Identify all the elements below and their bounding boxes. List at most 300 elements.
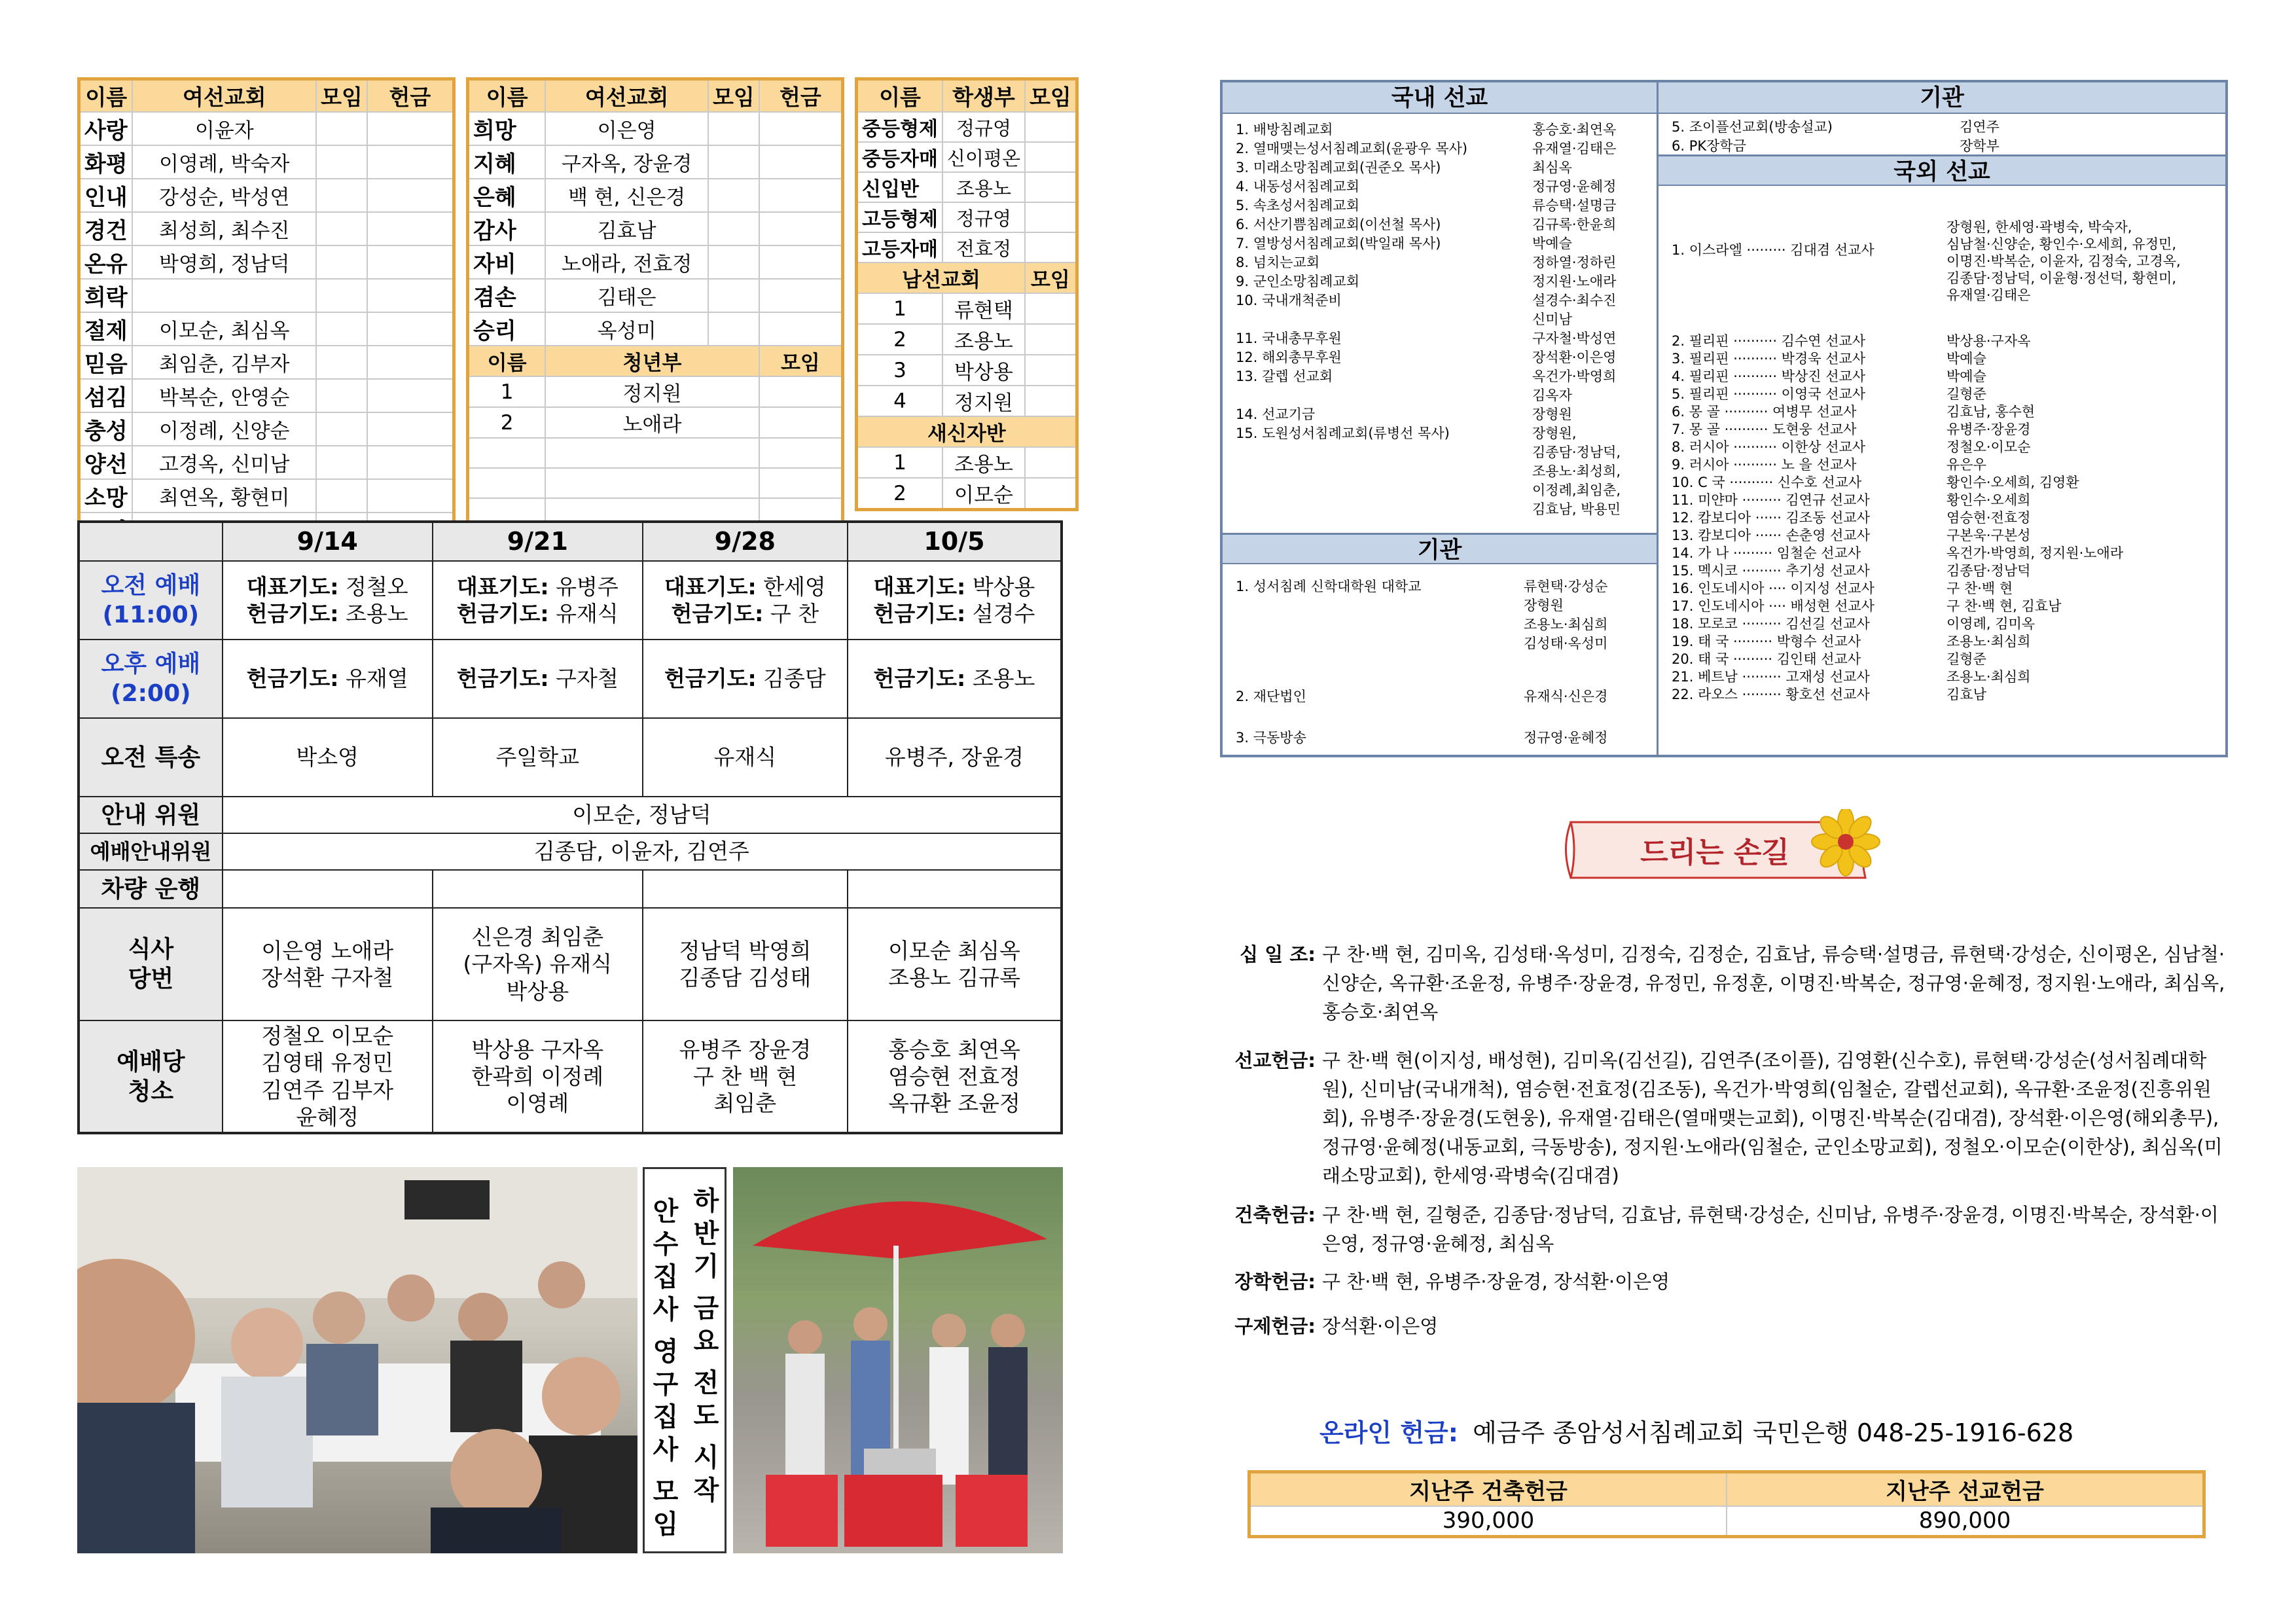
mission-name: 3. 극동방송 (1236, 730, 1306, 746)
cell-line: 구 찬 백 현 (692, 1063, 797, 1089)
mission-name: 11. 국내총무후원 (1236, 331, 1342, 346)
table-row (79, 112, 454, 145)
group-name: 희락 (79, 279, 133, 312)
group-name: 화평 (79, 145, 133, 179)
meeting-cell (1025, 232, 1077, 262)
mission-supporters: 김효남, 홍수현 (1946, 404, 2036, 420)
offering-prayer-label: 헌금기도: (246, 666, 339, 692)
date-header: 10/5 (848, 522, 1062, 561)
mission-supporters: 조용노·최심희 (1946, 634, 2031, 649)
empty-cell (545, 438, 759, 468)
offering-prayer-person: 설경수 (972, 601, 1035, 626)
mission-supporters: 이영례, 김미옥 (1946, 616, 2036, 632)
mission-name: 2. 열매맺는성서침례교회(윤광우 목사) (1236, 141, 1468, 156)
mission-name: 17. 인도네시아 ···· 배성현 선교사 (1672, 598, 1874, 614)
prayer-cell (848, 640, 1062, 718)
member-names: 김태은 (545, 279, 708, 312)
prayer-label: 대표기도: (873, 573, 966, 600)
mission-row (1236, 367, 1657, 386)
mission-name: 9. 군인소망침례교회 (1236, 274, 1359, 289)
mission-supporters: 길형준 (1946, 386, 1986, 402)
mission-name: 22. 라오스 ········· 황호선 선교사 (1672, 687, 1870, 702)
table-row (79, 145, 454, 179)
cell-line: 이모순 최심옥 (888, 937, 1020, 964)
mission-name (1236, 386, 1532, 405)
mission-supporters: 유은우 (1946, 457, 1986, 473)
mission-supporters: 구자철·박성연 (1532, 331, 1617, 346)
giving-entry (1217, 1312, 2232, 1341)
empty-cell (468, 468, 546, 498)
offering-prayer-label: 헌금기도: (671, 601, 764, 626)
prayer-person: 한세영 (763, 573, 826, 600)
mission-name (1236, 481, 1532, 500)
cell-line: 윤혜정 (296, 1104, 359, 1130)
group-name: 감사 (468, 212, 546, 245)
meeting-cell (1025, 478, 1077, 510)
mission-row (1236, 139, 1657, 158)
mission-supporters: 조용노·최성희, (1532, 463, 1621, 479)
meeting-cell (316, 145, 367, 179)
mission-supporters: 황인수·오세희 (1946, 492, 2031, 508)
mission-supporters: 김효남 (1946, 687, 1986, 702)
mission-name: 1. 성서침례 신학대학원 대학교 (1236, 579, 1422, 594)
mission-name (1236, 615, 1524, 634)
header-youth: 청년부 (545, 346, 759, 376)
member-names: 이은영 (545, 112, 708, 145)
table-row (857, 232, 1077, 262)
header-men-mission: 남선교회 (857, 262, 1025, 293)
giving-entry (1217, 1267, 2232, 1296)
meeting-photo-illustration (77, 1167, 637, 1553)
row-label: 안내 위원 (79, 797, 223, 833)
table-row (79, 312, 454, 346)
giving-names: 구 찬·백 현(이지성, 배성현), 김미옥(김선길), 김연주(조이플), 김영환(신수호), 류현택·강성순(성서침례대학원), 신미남(국내개척), 염승현·전효정(김조동), 옥건가·박영희(임철순, 갈렙선교회), 옥규환·조윤정(진흥위원회), 유병주·장윤경(도현웅), 유재열·김태은(열매맺는교회), 이명진·박복순(김대겸), 장석환·이은영(해외총무), 정규영·윤혜정(내동교회, 극동방송), 정지원·노애라(임철순, 군인소망교회), 정철오·이모순(이한상), 최심옥(미래소망교회), 한세영·곽병숙(김대겸) (1322, 1049, 2223, 1187)
giving-label: 십 일 조: (1240, 943, 1316, 965)
giving-entry (1217, 940, 2232, 1026)
cell-line: 신은경 최임춘 (471, 924, 604, 950)
mission-name: 7. 열방성서침례교회(박일래 목사) (1236, 236, 1441, 251)
meeting-cell (1025, 202, 1077, 232)
row-number: 3 (857, 355, 942, 386)
mission-supporters: 김효남, 박용민 (1532, 501, 1621, 517)
header-offering: 헌금 (759, 79, 843, 113)
empty-row (468, 468, 843, 498)
mission-row (1236, 424, 1657, 443)
service-schedule-table (77, 520, 1063, 1134)
table-row (79, 379, 454, 412)
group-name: 사랑 (79, 112, 133, 145)
mission-row (1236, 386, 1657, 405)
mission-name: 7. 몽 골 ·········· 도현웅 선교사 (1672, 422, 1857, 437)
table-row (79, 279, 454, 312)
mission-supporters: 김성태·옥성미 (1524, 636, 1608, 651)
member-name: 류현택 (942, 293, 1025, 324)
mission-supporters: 김규록·한윤희 (1532, 217, 1617, 232)
offering-cell (759, 179, 843, 212)
offering-cell (759, 145, 843, 179)
mission-name: 4. 필리핀 ·········· 박상진 선교사 (1672, 369, 1866, 384)
meeting-cell (759, 376, 843, 407)
header-name: 이름 (468, 346, 546, 376)
header-meeting: 모임 (1025, 79, 1077, 113)
table-row (79, 179, 454, 212)
meeting-cell (1025, 355, 1077, 386)
caption-char: 작 (693, 1475, 719, 1506)
giving-names: 구 찬·백 현, 길형준, 김종담·정남덕, 김효남, 류현택·강성순, 신미남, 유병주·장윤경, 이명진·박복순, 장석환·이은영, 정규영·윤혜정, 최심옥 (1322, 1204, 2219, 1255)
mission-name: 2. 필리핀 ·········· 김수연 선교사 (1672, 333, 1866, 349)
prayer-cell (643, 640, 848, 718)
row-label (79, 561, 223, 640)
group-name: 절제 (79, 312, 133, 346)
special-song-cell: 유재식 (643, 718, 848, 797)
cell-line: 박상용 (506, 978, 569, 1004)
mission-supporters: 박예슬 (1532, 236, 1572, 251)
special-song-cell: 주일학교 (433, 718, 643, 797)
cell-line: 조용노 김규록 (888, 965, 1020, 990)
mission-offering-value: 890,000 (1727, 1506, 2204, 1536)
date-header: 9/28 (643, 522, 848, 561)
caption-char: 하 (693, 1186, 719, 1216)
group-name: 경건 (79, 212, 133, 245)
row-label (79, 908, 223, 1020)
cleaning-cell (643, 1020, 848, 1133)
group-name: 인내 (79, 179, 133, 212)
giving-title: 드리는 손길 (1640, 836, 1789, 869)
mission-supporters: 박예슬 (1946, 351, 1986, 367)
mission-supporters: 유재식·신은경 (1524, 689, 1608, 704)
mission-supporters: 장형원, (1532, 425, 1577, 441)
mission-row (1672, 137, 2225, 156)
prayer-label: 대표기도: (246, 573, 339, 600)
offering-prayer-person: 김종담 (763, 666, 826, 692)
offering-cell (759, 112, 843, 145)
mission-name: 11. 미얀마 ········· 김연규 선교사 (1672, 492, 1870, 508)
meeting-cell (708, 279, 759, 312)
caption-char: 집 (653, 1262, 679, 1292)
mission-row (1672, 474, 2221, 492)
cell-line: 박상용 구자옥 (471, 1036, 604, 1062)
meeting-cell (316, 446, 367, 479)
giving-names: 구 찬·백 현, 김미옥, 김성태·옥성미, 김정숙, 김정순, 김효남, 류승택·설명금, 류현택·강성순, 신이평온, 심남철·신양순, 옥규환·조윤정, 유병주·장윤경, 유정민, 유정훈, 이명진·박복순, 정규영·윤혜정, 정지원·노애라, 최심옥, 홍승호·최연옥 (1322, 943, 2225, 1023)
caption-char: 안 (653, 1197, 679, 1227)
offering-cell (367, 145, 454, 179)
cell-line: (구자옥) 유재식 (463, 951, 613, 977)
mission-name: 16. 인도네시아 ···· 이지성 선교사 (1672, 581, 1874, 596)
group-name: 희망 (468, 112, 546, 145)
mission-supporters: 옥건가·박영희 (1532, 369, 1617, 384)
mission-row (1236, 596, 1648, 615)
mission-row (1672, 633, 2221, 651)
header-meeting: 모임 (708, 79, 759, 113)
row-label: 예배안내위원 (79, 833, 223, 870)
evangelism-photo (733, 1167, 1063, 1553)
israel-supporters (1946, 219, 2221, 304)
mission-supporters: 홍승호·최연옥 (1532, 122, 1617, 137)
mission-row (1672, 509, 2221, 527)
pm-worship-row (79, 640, 1062, 718)
teacher-name: 정규영 (942, 202, 1025, 232)
israel-supporter-line: 이명진·박복순, 이윤자, 김정숙, 고경옥, (1946, 253, 2181, 269)
mission-supporters: 김연주 (1960, 119, 2000, 135)
prayer-person: 박상용 (972, 573, 1035, 600)
member-name: 정지원 (942, 386, 1025, 416)
meeting-cell (316, 245, 367, 279)
offering-cell (367, 112, 454, 145)
table-row (468, 145, 843, 179)
meeting-cell (708, 179, 759, 212)
mission-row (1672, 386, 2221, 403)
vehicle-cell (643, 870, 848, 908)
institution-title-right: 기관 (1659, 82, 2225, 114)
cell-line: 최임춘 (713, 1091, 777, 1117)
table-row (857, 202, 1077, 232)
missions-left-column (1223, 82, 1659, 755)
prayer-person: 유병주 (556, 573, 619, 600)
header-student: 학생부 (942, 79, 1025, 113)
caption-char: 금 (693, 1293, 719, 1324)
mission-row (1236, 729, 1648, 748)
group-name: 자비 (468, 245, 546, 279)
mission-name: 21. 베트남 ········· 고재성 선교사 (1672, 669, 1870, 685)
offering-cell (367, 179, 454, 212)
mission-name: 3. 필리핀 ·········· 박경욱 선교사 (1672, 351, 1866, 367)
member-names: 노애라, 전효정 (545, 245, 708, 279)
meeting-photo (77, 1167, 637, 1553)
table-row (857, 142, 1077, 172)
foreign-mission-title: 국외 선교 (1659, 154, 2225, 186)
mission-supporters: 정철오·이모순 (1946, 439, 2031, 455)
date-header-row (79, 522, 1062, 561)
header-offering: 헌금 (367, 79, 454, 113)
mission-row (1236, 443, 1657, 462)
prayer-cell (223, 561, 433, 640)
offering-prayer-person: 조용노 (972, 666, 1035, 692)
table-row (857, 447, 1077, 478)
mission-row (1672, 686, 2221, 704)
caption-char: 사 (653, 1295, 679, 1325)
offering-cell (759, 279, 843, 312)
group-name: 은혜 (468, 179, 546, 212)
giving-names: 구 찬·백 현, 유병주·장윤경, 장석환·이은영 (1322, 1271, 1670, 1293)
table-row (857, 172, 1077, 202)
offering-cell (759, 245, 843, 279)
row-label-line: 오전 예배 (101, 572, 201, 599)
empty-row (468, 438, 843, 468)
row-number: 2 (857, 478, 942, 510)
teacher-name: 정규영 (942, 112, 1025, 142)
group-name: 믿음 (79, 346, 133, 379)
meeting-cell (1025, 172, 1077, 202)
row-number: 2 (468, 407, 546, 438)
group-name: 양선 (79, 446, 133, 479)
mission-supporters: 구본욱·구본성 (1946, 528, 2031, 543)
row-label (79, 640, 223, 718)
table-row (857, 355, 1077, 386)
mission-name: 2. 재단법인 (1236, 689, 1306, 704)
caption-char: 영 (653, 1337, 679, 1367)
cell-line: 염승현 전효정 (888, 1063, 1020, 1089)
member-name: 이모순 (942, 478, 1025, 510)
mission-name: 15. 도원성서침례교회(류병선 목사) (1236, 425, 1450, 441)
row-label-line: 식사 (128, 936, 174, 963)
missions-panel (1220, 80, 2228, 757)
mission-supporters: 류현택·강성순 (1524, 579, 1608, 594)
header-group: 여선교회 (545, 79, 708, 113)
offering-prayer-person: 유재열 (346, 666, 408, 692)
foreign-mission-list (1672, 333, 2221, 704)
group-name: 충성 (79, 412, 133, 446)
cell-line: 김영태 유정민 (261, 1050, 394, 1076)
meeting-cell (1025, 386, 1077, 416)
mission-row (1672, 651, 2221, 668)
building-offering-value: 390,000 (1249, 1506, 1727, 1536)
building-offering-label: 지난주 건축헌금 (1249, 1472, 1727, 1507)
mission-row (1236, 634, 1648, 653)
mission-supporters: 이정례,최임춘, (1532, 482, 1621, 498)
meeting-cell (316, 412, 367, 446)
mission-name (1236, 443, 1532, 462)
caption-char: 기 (693, 1252, 719, 1282)
meeting-cell (1025, 112, 1077, 142)
special-song-row (79, 718, 1062, 797)
meeting-cell (316, 346, 367, 379)
member-names: 최성희, 최수진 (132, 212, 316, 245)
mission-row (1236, 348, 1657, 367)
mission-name: 13. 갈렙 선교회 (1236, 369, 1333, 384)
mission-row (1236, 310, 1657, 329)
cleaning-cell (848, 1020, 1062, 1133)
header-group: 여선교회 (132, 79, 316, 113)
corner-cell (79, 522, 223, 561)
special-song-cell: 박소영 (223, 718, 433, 797)
israel-supporter-line: 김종담·정남덕, 이윤형·정선덕, 황현미, (1946, 270, 2177, 286)
mission-name: 19. 태 국 ········· 박형수 선교사 (1672, 634, 1861, 649)
mission-name: 6. PK장학금 (1672, 138, 1747, 154)
mission-row (1672, 403, 2221, 421)
row-label-line: 청소 (128, 1077, 174, 1105)
class-name: 고등자매 (857, 232, 942, 262)
mission-row (1672, 545, 2221, 562)
caption-gap (649, 1466, 683, 1475)
mission-supporters: 장석환·이은영 (1532, 350, 1617, 365)
mission-row (1236, 158, 1657, 177)
prayer-label: 대표기도: (664, 573, 757, 600)
mission-supporters: 유병주·장윤경 (1946, 422, 2031, 437)
header-name: 이름 (468, 79, 546, 113)
class-name: 중등자매 (857, 142, 942, 172)
mission-row (1672, 615, 2221, 633)
meal-duty-row (79, 908, 1062, 1020)
mission-row (1672, 368, 2221, 386)
offering-cell (367, 212, 454, 245)
mission-name: 14. 가 나 ········· 임철순 선교사 (1672, 545, 1861, 561)
offering-cell (367, 279, 454, 312)
caption-char: 전 (693, 1368, 719, 1398)
mission-row (1236, 500, 1657, 519)
cell-line: 이은영 노애라 (261, 937, 394, 964)
table-row (857, 478, 1077, 510)
mission-row (1672, 668, 2221, 686)
offering-prayer-person: 구자철 (556, 666, 619, 692)
meeting-cell (316, 212, 367, 245)
photo-caption (643, 1167, 726, 1553)
mission-supporters: 조용노·최심희 (1946, 669, 2031, 685)
row-label-line: (2:00) (111, 680, 191, 707)
table-row (79, 412, 454, 446)
cell-line: 장석환 구자철 (261, 965, 394, 990)
mission-supporters: 장형원 (1524, 598, 1564, 613)
israel-supporter-line: 유재열·김태은 (1946, 287, 2031, 303)
mission-row (1236, 253, 1657, 272)
header-name: 이름 (857, 79, 942, 113)
mission-name: 14. 선교기금 (1236, 406, 1316, 422)
mission-row (1236, 177, 1657, 196)
giving-label: 건축헌금: (1234, 1204, 1316, 1226)
mission-name: 20. 태 국 ········· 김인태 선교사 (1672, 651, 1861, 667)
cell-line: 김연주 김부자 (261, 1077, 394, 1103)
prayer-cell (433, 640, 643, 718)
israel-mission: 1. 이스라엘 ········· 김대겸 선교사 (1672, 242, 1874, 258)
meeting-cell (316, 312, 367, 346)
mission-row (1236, 215, 1657, 234)
member-names: 최임춘, 김부자 (132, 346, 316, 379)
meeting-cell (1025, 447, 1077, 478)
mission-row (1236, 329, 1657, 348)
table-row (468, 376, 843, 407)
vehicle-row (79, 870, 1062, 908)
offering-cell (367, 245, 454, 279)
member-name: 조용노 (942, 324, 1025, 355)
newcomer-header-row (857, 416, 1077, 447)
meal-duty-cell (223, 908, 433, 1020)
prayer-cell (223, 640, 433, 718)
giving-label: 장학헌금: (1234, 1271, 1316, 1293)
offering-cell (759, 312, 843, 346)
caption-char: 집 (653, 1402, 679, 1432)
teacher-name: 전효정 (942, 232, 1025, 262)
prayer-person: 정철오 (346, 573, 408, 600)
giving-label: 구제헌금: (1234, 1315, 1316, 1337)
mission-supporters: 장학부 (1960, 138, 2000, 154)
header-meeting: 모임 (1025, 262, 1077, 293)
caption-char: 반 (693, 1219, 719, 1249)
row-number: 1 (468, 376, 546, 407)
mission-row (1672, 598, 2221, 615)
mission-supporters: 박상용·구자옥 (1946, 333, 2031, 349)
mission-supporters: 류승택·설명금 (1532, 198, 1617, 213)
mission-supporters: 옥건가·박영희, 정지원·노애라 (1946, 545, 2124, 561)
prayer-cell (848, 561, 1062, 640)
mission-supporters: 김종담·정남덕, (1532, 444, 1621, 460)
cell-line: 정남덕 박영희 (679, 937, 812, 964)
empty-cell (759, 468, 843, 498)
caption-char: 시 (693, 1443, 719, 1473)
mission-name: 5. 필리핀 ·········· 이영국 선교사 (1672, 386, 1866, 402)
member-name: 박상용 (942, 355, 1025, 386)
offering-cell (367, 379, 454, 412)
mission-supporters: 염승현·전효정 (1946, 510, 2031, 526)
caption-col-1 (689, 1185, 723, 1507)
offering-prayer-label: 헌금기도: (873, 666, 966, 692)
member-names: 백 현, 신은경 (545, 179, 708, 212)
meeting-cell (316, 179, 367, 212)
class-name: 신입반 (857, 172, 942, 202)
cell-line: 이영례 (506, 1091, 569, 1117)
meeting-cell (1025, 142, 1077, 172)
women-mission-table-2 (466, 77, 844, 530)
group-name: 온유 (79, 245, 133, 279)
mission-name: 15. 멕시코 ········· 추기성 선교사 (1672, 563, 1870, 579)
